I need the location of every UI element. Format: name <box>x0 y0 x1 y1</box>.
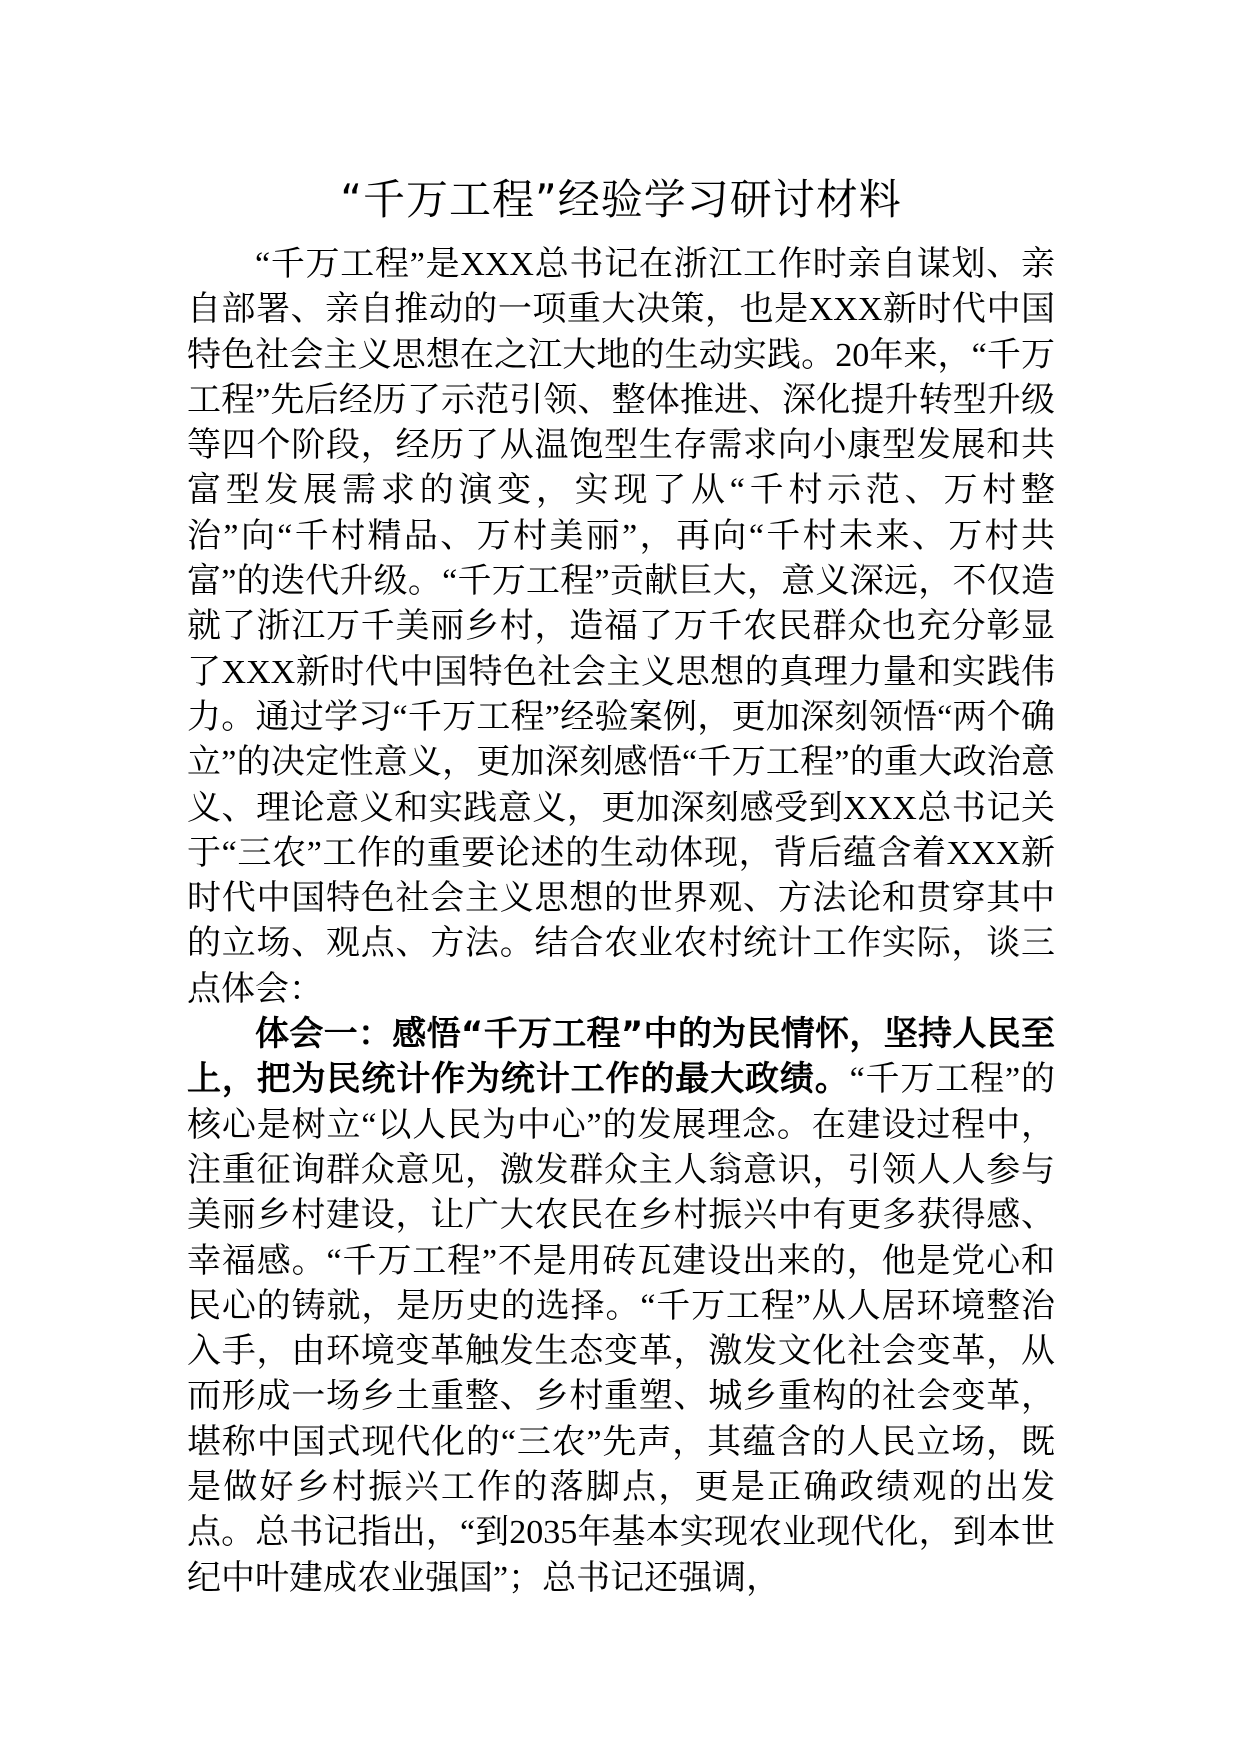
section-one-body: “千万工程”的核心是树立“以人民为中心”的发展理念。在建设过程中，注重征询群众意见，激发群众主人翁意识，引领人人参与美丽乡村建设，让广大农民在乡村振兴中有更多获得感、幸福感。“千万工程”不是用砖瓦建设出来的，他是党心和民心的铸就，是历史的选择。“千万工程”从人居环境整治入手，由环境变革触发生态变革，激发文化社会变革，从而形成一场乡土重整、乡村重塑、城乡重构的社会变革，堪称中国式现代化的“三农”先声，其蕴含的人民立场，既是做好乡村振兴工作的落脚点，更是正确政绩观的出发点。总书记指出，“到2035年基本实现农业现代化，到本世纪中叶建成农业强国”；总书记还强调， <box>187 1061 1055 1597</box>
intro-paragraph: “千万工程”是XXX总书记在浙江工作时亲自谋划、亲自部署、亲自推动的一项重大决策，也是XXX新时代中国特色社会主义思想在之江大地的生动实践。20年来，“千万工程”先后经历了示范引领、整体推进、深化提升转型升级等四个阶段，经历了从温饱型生存需求向小康型发展和共富型发展需求的演变，实现了从“千村示范、万村整治”向“千村精品、万村美丽”，再向“千村未来、万村共富”的迭代升级。“千万工程”贡献巨大，意义深远，不仅造就了浙江万千美丽乡村，造福了万千农民群众也充分彰显了XXX新时代中国特色社会主义思想的真理力量和实践伟力。通过学习“千万工程”经验案例，更加深刻领悟“两个确立”的决定性意义，更加深刻感悟“千万工程”的重大政治意义、理论意义和实践意义，更加深刻感受到XXX总书记关于“三农”工作的重要论述的生动体现，背后蕴含着XXX新时代中国特色社会主义思想的世界观、方法论和贯穿其中的立场、观点、方法。结合农业农村统计工作实际，谈三点体会： <box>187 246 1055 1008</box>
document-title: “千万工程”经验学习研讨材料 <box>340 175 902 224</box>
document-page <box>187 170 1055 1601</box>
section-one-heading: 体会一：感悟“千万工程”中的为民情怀，坚持人民至上，把为民统计作为统计工作的最大政绩。 <box>187 1014 1055 1100</box>
section-one-paragraph <box>187 1012 1055 1601</box>
